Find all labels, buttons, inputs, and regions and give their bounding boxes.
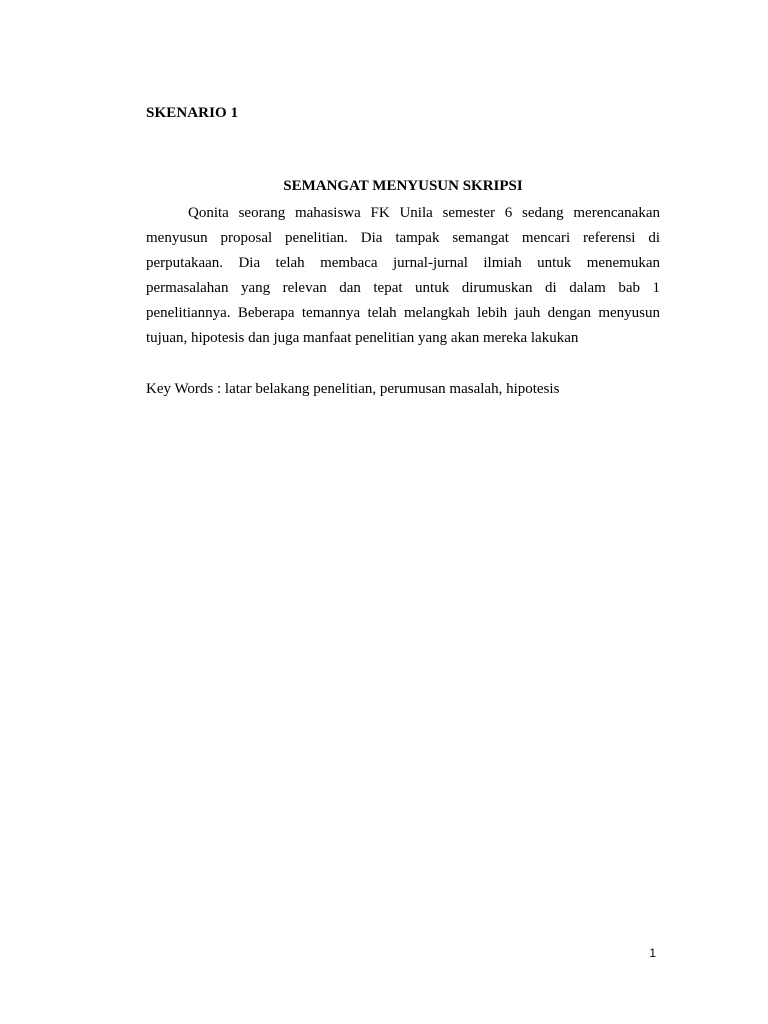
keywords-line: Key Words : latar belakang penelitian, perumusan masalah, hipotesis [146,381,560,397]
scenario-heading: SKENARIO 1 [146,105,239,121]
scenario-paragraph: Qonita seorang mahasiswa FK Unila semester 6 sedang merencanakan menyusun proposal penelitian. Dia tampak semangat mencari referensi di perputakaan. Dia telah membaca jurnal-jurnal ilmiah untuk menemukan permasalahan yang relevan dan tepat untuk dirumuskan di dalam bab 1 penelitiannya. Beberapa temannya telah melangkah lebih jauh dengan menyusun tujuan, hipotesis dan juga manfaat penelitian yang akan mereka lakukan [146,205,660,346]
scenario-title: SEMANGAT MENYUSUN SKRIPSI [283,178,523,194]
page-number: 1 [649,946,656,960]
